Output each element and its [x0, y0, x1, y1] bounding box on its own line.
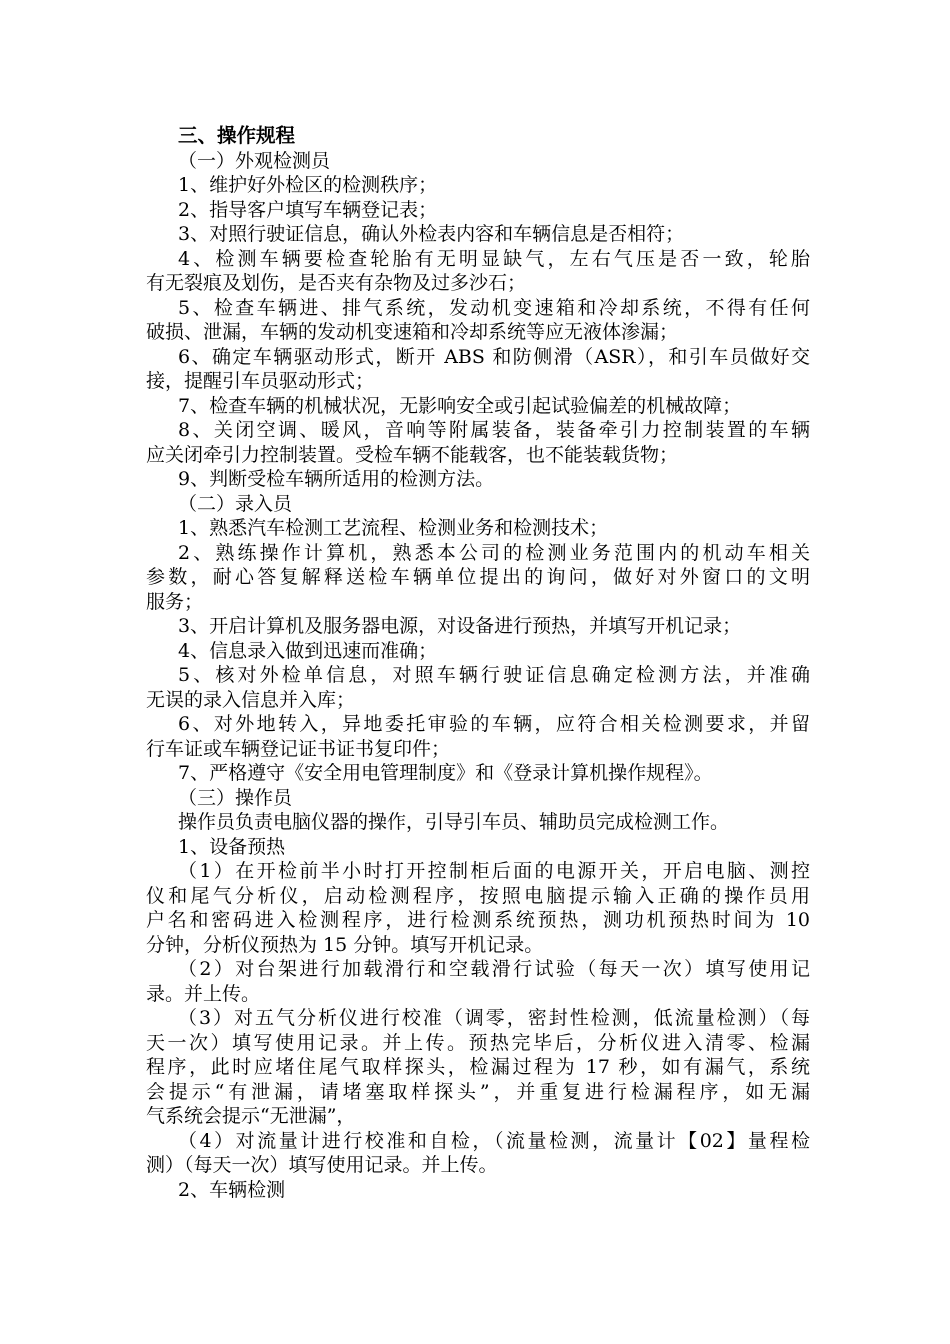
text-line: 1、维护好外检区的检测秩序； [178, 174, 438, 196]
text-line: （2）对台架进行加载滑行和空载滑行试验（每天一次）填写使用记 [178, 958, 810, 980]
section-title: 三、操作规程 [178, 124, 296, 147]
text-line: 8、关闭空调、暖风，音响等附属装备，装备牵引力控制装置的车辆 [178, 419, 810, 441]
text-line: 3、对照行驶证信息，确认外检表内容和车辆信息是否相符； [178, 223, 685, 245]
text-line: 有无裂痕及划伤，是否夹有杂物及过多沙石； [146, 272, 527, 294]
subsection-heading: （二）录入员 [178, 492, 293, 515]
subsection-heading: （一）外观检测员 [178, 149, 331, 172]
text-line: 接，提醒引车员驱动形式； [146, 370, 375, 392]
text-line: 1、熟悉汽车检测工艺流程、检测业务和检测技术； [178, 517, 609, 539]
text-line: 行车证或车辆登记证书证书复印件； [146, 737, 451, 760]
text-line: 2、熟练操作计算机，熟悉本公司的检测业务范围内的机动车相关 [178, 541, 810, 564]
text-line: 7、检查车辆的机械状况，无影响安全或引起试验偏差的机械故障； [178, 394, 742, 417]
text-line: （4）对流量计进行校准和自检，（流量检测，流量计【02】量程检 [178, 1129, 810, 1152]
text-line: 5、检查车辆进、排气系统，发动机变速箱和冷却系统，不得有任何 [178, 296, 810, 319]
text-line: 4、信息录入做到迅速而准确； [178, 639, 438, 662]
text-line: 参数，耐心答复解释送检车辆单位提出的询问，做好对外窗口的文明 [146, 566, 810, 588]
text-line: 5、核对外检单信息，对照车辆行驶证信息确定检测方法，并准确 [178, 664, 810, 686]
text-line: 无误的录入信息并入库； [146, 688, 356, 711]
text-line: 9、判断受检车辆所适用的检测方法。 [178, 468, 495, 490]
text-line: 破损、泄漏，车辆的发动机变速箱和冷却系统等应无液体渗漏； [146, 321, 679, 343]
text-line: 程序，此时应堵住尾气取样探头，检漏过程为 17 秒，如有漏气，系统 [146, 1056, 810, 1078]
text-line: 分钟，分析仪预热为 15 分钟。填写开机记录。 [146, 933, 544, 956]
text-line: （1）在开检前半小时打开控制柜后面的电源开关，开启电脑、测控 [178, 860, 810, 882]
text-line: 1、设备预热 [178, 835, 286, 858]
text-line: 4、检测车辆要检查轮胎有无明显缺气，左右气压是否一致，轮胎 [178, 247, 810, 270]
text-line: 应关闭牵引力控制装置。受检车辆不能载客，也不能装载货物； [146, 443, 679, 466]
subsection-heading: （三）操作员 [178, 786, 293, 809]
text-line: 6、对外地转入，异地委托审验的车辆，应符合相关检测要求，并留 [178, 713, 810, 735]
text-line: （3）对五气分析仪进行校准（调零，密封性检测，低流量检测）（每 [178, 1007, 810, 1029]
text-line: 2、车辆检测 [178, 1178, 286, 1201]
text-line: 6、确定车辆驱动形式，断开 ABS 和防侧滑（ASR），和引车员做好交 [178, 345, 810, 368]
document-body [146, 149, 810, 1203]
text-line: 仪和尾气分析仪，启动检测程序，按照电脑提示输入正确的操作员用 [146, 884, 810, 907]
text-line: 服务； [146, 590, 204, 613]
text-line: 户名和密码进入检测程序，进行检测系统预热，测功机预热时间为 10 [146, 909, 810, 931]
text-line: 操作员负责电脑仪器的操作，引导引车员、辅助员完成检测工作。 [178, 811, 730, 833]
text-line: 测）（每天一次）填写使用记录。并上传。 [146, 1154, 498, 1176]
text-line: 7、严格遵守《安全用电管理制度》和《登录计算机操作规程》。 [178, 762, 713, 784]
document-page [146, 124, 810, 1202]
text-line: 录。并上传。 [146, 982, 261, 1005]
text-line: 3、开启计算机及服务器电源，对设备进行预热，并填写开机记录； [178, 615, 742, 637]
text-line: 天一次）填写使用记录。并上传。预热完毕后，分析仪进入清零、检漏 [146, 1031, 810, 1054]
text-line: 2、指导客户填写车辆登记表； [178, 198, 438, 221]
text-line: 会提示“有泄漏，请堵塞取样探头”，并重复进行检漏程序，如无漏 [146, 1080, 810, 1103]
text-line: 气系统会提示“无泄漏”， [146, 1105, 356, 1127]
